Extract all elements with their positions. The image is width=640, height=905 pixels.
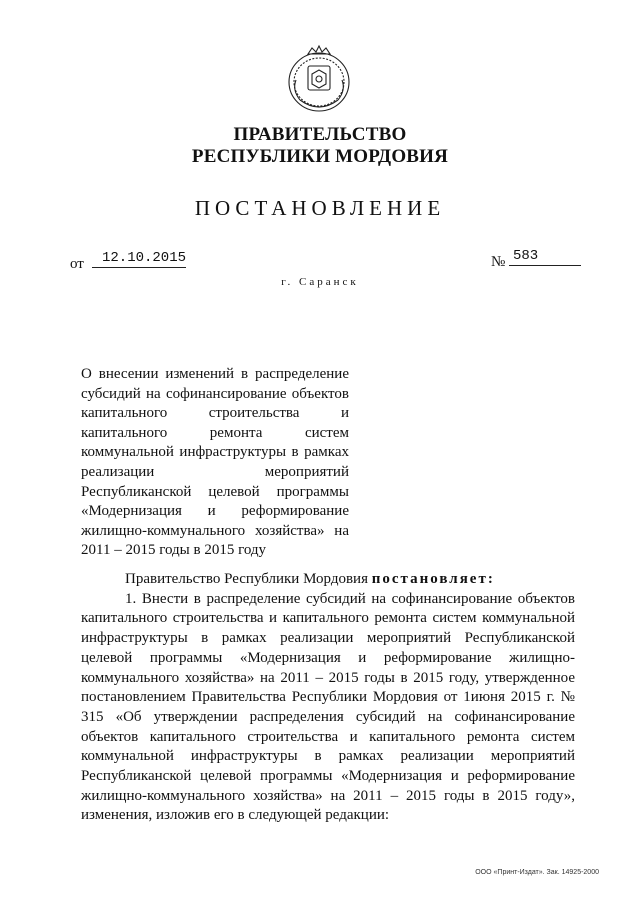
document-subject: О внесении изменений в распределение субсидий на софинансирование объектов капитального строительства и капитального ремонта систем коммунальной инфраструктуры в рамках реализации мероприятий Республиканской целевой программы «Модернизация и реформирование жилищно-коммунального хозяйства» на 2011 – 2015 годы в 2015 году xyxy=(81,366,349,559)
document-body xyxy=(81,570,575,826)
date-value: 12.10.2015 xyxy=(92,250,186,268)
printer-footer: ООО «Принт-Издат». Зак. 14925-2000 xyxy=(475,869,599,876)
number-value: 583 xyxy=(509,248,581,266)
date-label: от xyxy=(70,256,84,272)
coat-of-arms-emblem xyxy=(286,44,352,114)
organization-name-line2: РЕСПУБЛИКИ МОРДОВИЯ xyxy=(191,146,449,167)
number-label: № xyxy=(491,254,506,270)
preamble-text: Правительство Республики Мордовия xyxy=(125,571,368,587)
preamble-paragraph xyxy=(81,570,575,590)
document-type-title: ПОСТАНОВЛЕНИЕ xyxy=(194,196,446,220)
city-name: г. Саранск xyxy=(281,276,359,288)
item-1-paragraph: 1. Внести в распределение субсидий на софинансирование объектов капитального строительства и капитального ремонта систем коммунальной инфраструктуры в рамках реализации мероприятий Республиканской целевой программы «Модернизация и реформирование жилищно-коммунального хозяйства» на 2011 – 2015 годы в 2015 году, утвержденное постановлением Правительства Республики Мордовия от 1июня 2015 г. № 315 «Об утверждении распределения субсидий на софинансирование объектов капитального строительства и капитального ремонта систем коммунальной инфраструктуры в рамках реализации мероприятий Республиканской целевой программы «Модернизация и реформирование жилищно-коммунального хозяйства» на 2011 – 2015 годы в 2015 году», изменения, изложив его в следующей редакции: xyxy=(81,590,575,824)
organization-name-line1: ПРАВИТЕЛЬСТВО xyxy=(233,124,407,145)
resolves-word: постановляет: xyxy=(371,571,495,587)
